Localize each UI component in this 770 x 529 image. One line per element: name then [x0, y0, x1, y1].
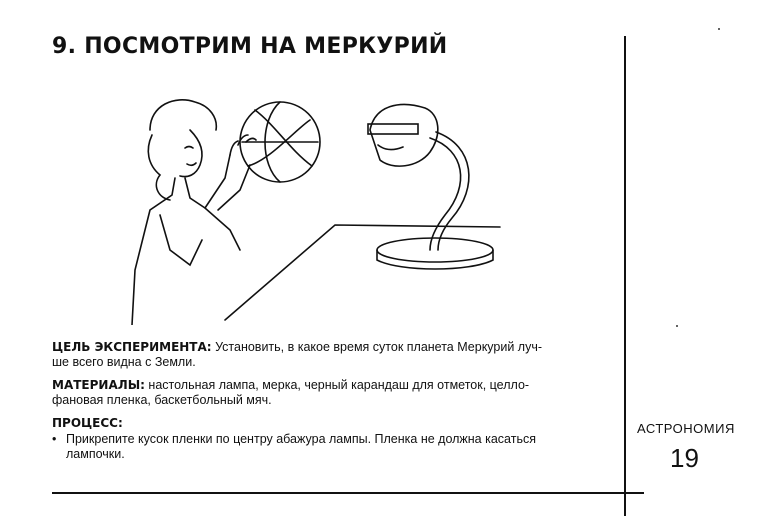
list-item: [52, 432, 608, 462]
girl-arm: [205, 155, 230, 208]
process-step-text-cont: лампочки.: [66, 447, 125, 461]
materials-label: МАТЕРИАЛЫ:: [52, 378, 145, 392]
materials-section: [52, 378, 608, 408]
section-label: АСТРОНОМИЯ: [637, 421, 735, 436]
girl-hair: [150, 100, 216, 130]
illustration-girl-with-lamp: [130, 90, 520, 325]
bullet-icon: •: [52, 432, 57, 446]
page-number: 19: [670, 443, 699, 473]
process-section: [52, 416, 608, 462]
lamp-shade: [370, 104, 438, 166]
materials-text-cont: фановая пленка, баскетбольный мяч.: [52, 393, 272, 407]
lamp-neck: [430, 138, 461, 250]
goal-text: Установить, в какое время суток планета Меркурий луч-: [215, 340, 543, 354]
goal-section: [52, 340, 608, 370]
materials-text: настольная лампа, мерка, черный карандаш для отметок, целло-: [148, 378, 530, 392]
girl-face: [180, 130, 202, 177]
process-label: ПРОЦЕСС:: [52, 416, 123, 430]
bottom-divider: [52, 492, 644, 494]
goal-label: ЦЕЛЬ ЭКСПЕРИМЕНТА:: [52, 340, 212, 354]
goal-text-cont: ше всего видна с Земли.: [52, 355, 196, 369]
scan-speck: [676, 325, 678, 327]
right-divider: [624, 36, 626, 516]
process-step-text: Прикрепите кусок пленки по центру абажура лампы. Пленка не должна касаться: [66, 432, 536, 446]
page-title: 9. ПОСМОТРИМ НА МЕРКУРИЙ: [52, 34, 448, 59]
scan-speck: [718, 28, 720, 30]
lamp-base: [377, 238, 493, 262]
